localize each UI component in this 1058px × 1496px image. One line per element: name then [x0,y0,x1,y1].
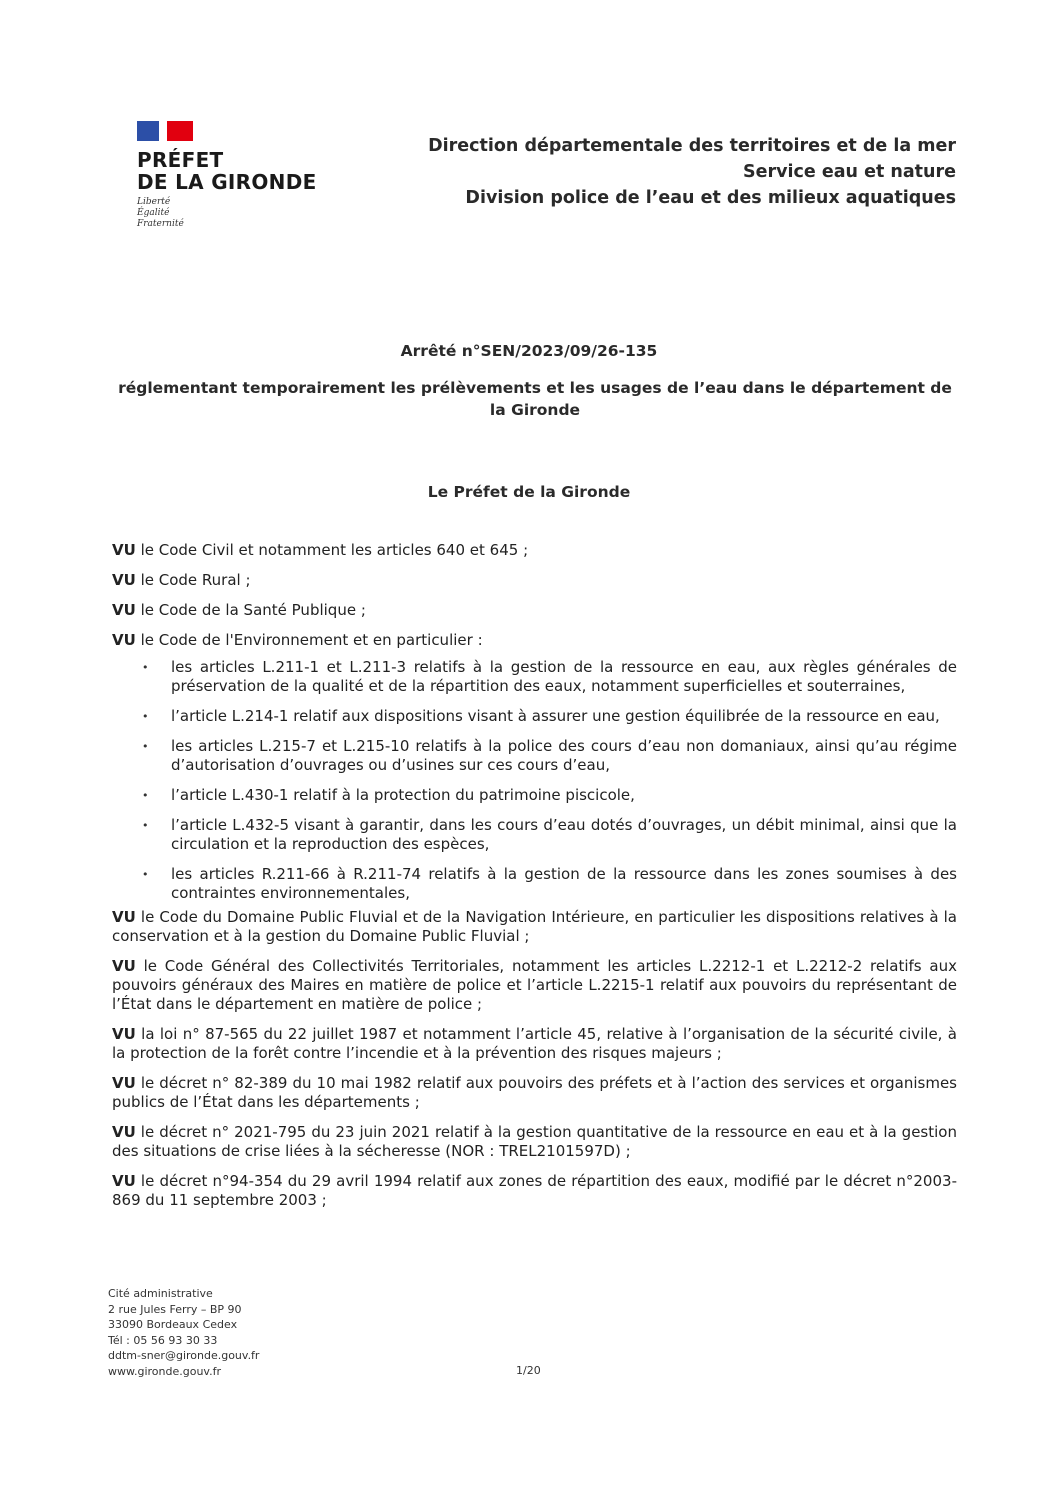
visa-item [112,601,957,620]
visa-item [112,1074,957,1112]
visa-item [112,541,957,560]
arrete-subtitle: réglementant temporairement les prélèvements et les usages de l’eau dans le département de la Gironde [118,379,952,419]
visa-item [112,631,957,650]
visa-text: le Code Général des Collectivités Territoriales, notamment les articles L.2212-1 et L.2212-2 relatifs aux pouvoirs généraux des Maires en matière de police et l’article L.2215-1 relatif aux pouvoirs du représentant de l’État dans le département en matière de police ; [112,957,957,1013]
logo-devise [137,197,184,230]
prefet-heading: Le Préfet de la Gironde [427,483,631,501]
visa-item [112,1025,957,1063]
service-line: Service eau et nature [743,162,956,182]
visa-item [112,957,957,1014]
vu-label: VU [112,601,136,619]
logo-title [137,149,317,193]
arrete-number: Arrêté n°SEN/2023/09/26-135 [400,342,658,360]
footer-building: Cité administrative [108,1287,213,1300]
bullet-item: • les articles L.215-7 et L.215-10 relatifs à la police des cours d’eau non domaniaux, ainsi qu’au régime d’autorisation d’ouvrages ou d’usines sur ces cours d’eau, [112,737,957,775]
devise-egalite: Égalité [137,208,170,218]
visa-text: le Code Civil et notamment les articles 640 et 645 ; [140,541,529,559]
vu-label: VU [112,1025,136,1043]
visa-text: le décret n° 2021-795 du 23 juin 2021 relatif à la gestion quantitative de la ressource en eau et à la gestion des situations de crise liées à la sécheresse (NOR : TREL2101597D) ; [112,1123,957,1160]
vu-label: VU [112,1123,136,1141]
footer-website: www.gironde.gouv.fr [108,1364,221,1378]
visa-text: le Code de la Santé Publique ; [140,601,366,619]
bullet-item: • l’article L.432-5 visant à garantir, dans les cours d’eau dotés d’ouvrages, un débit minimal, ainsi que la circulation et la reproduction des espèces, [112,816,957,854]
issuing-department [428,133,956,211]
bullet-item: • l’article L.214-1 relatif aux dispositions visant à assurer une gestion équilibrée de la ressource en eau, [112,707,957,726]
vu-label: VU [112,541,136,559]
visa-item [112,571,957,590]
logo-title-line1: PRÉFET [137,148,224,172]
footer-email: ddtm-sner@gironde.gouv.fr [108,1349,260,1362]
vu-label: VU [112,957,136,975]
division-line: Division police de l’eau et des milieux aquatiques [465,188,956,208]
visa-text: le Code de l'Environnement et en particulier : [140,631,483,649]
visa-item [112,1123,957,1161]
department-line: Direction départementale des territoires et de la mer [428,136,956,156]
visa-item [112,908,957,946]
vu-label: VU [112,1172,136,1190]
visa-text: le Code Rural ; [140,571,251,589]
page-number: 1/20 [516,1364,541,1377]
logo-title-line2: DE LA GIRONDE [137,170,317,194]
visa-text: le Code du Domaine Public Fluvial et de la Navigation Intérieure, en particulier les dispositions relatives à la conservation et à la gestion du Domaine Public Fluvial ; [112,908,957,945]
vu-label: VU [112,631,136,649]
environment-code-articles [112,658,957,903]
visa-item [112,1172,957,1210]
footer-city: 33090 Bordeaux Cedex [108,1318,238,1331]
vu-label: VU [112,908,136,926]
vu-label: VU [112,1074,136,1092]
footer-street: 2 rue Jules Ferry – BP 90 [108,1302,242,1316]
footer-phone: Tél : 05 56 93 30 33 [108,1333,218,1347]
bullet-item: • les articles R.211-66 à R.211-74 relatifs à la gestion de la ressource dans les zones soumises à des contraintes environnementales, [112,865,957,903]
devise-fraternite: Fraternité [137,219,184,229]
visa-text: la loi n° 87-565 du 22 juillet 1987 et notamment l’article 45, relative à l’organisation de la sécurité civile, à la protection de la forêt contre l’incendie et à la prévention des risques majeurs ; [112,1025,957,1062]
marianne-flag-icon [137,121,193,141]
devise-liberte: Liberté [137,197,171,207]
vu-label: VU [112,571,136,589]
visa-text: le décret n° 82-389 du 10 mai 1982 relatif aux pouvoirs des préfets et à l’action des services et organismes publics de l’État dans les départements ; [112,1074,957,1111]
document-body [112,541,957,1221]
footer-address [108,1286,259,1379]
visa-text: le décret n°94-354 du 29 avril 1994 relatif aux zones de répartition des eaux, modifié par le décret n°2003-869 du 11 septembre 2003 ; [112,1172,957,1209]
bullet-item: • l’article L.430-1 relatif à la protection du patrimoine piscicole, [112,786,957,805]
bullet-item: • les articles L.211-1 et L.211-3 relatifs à la gestion de la ressource en eau, aux règles générales de préservation de la qualité et de la répartition des eaux, notamment superficielles et souterraines, [112,658,957,696]
